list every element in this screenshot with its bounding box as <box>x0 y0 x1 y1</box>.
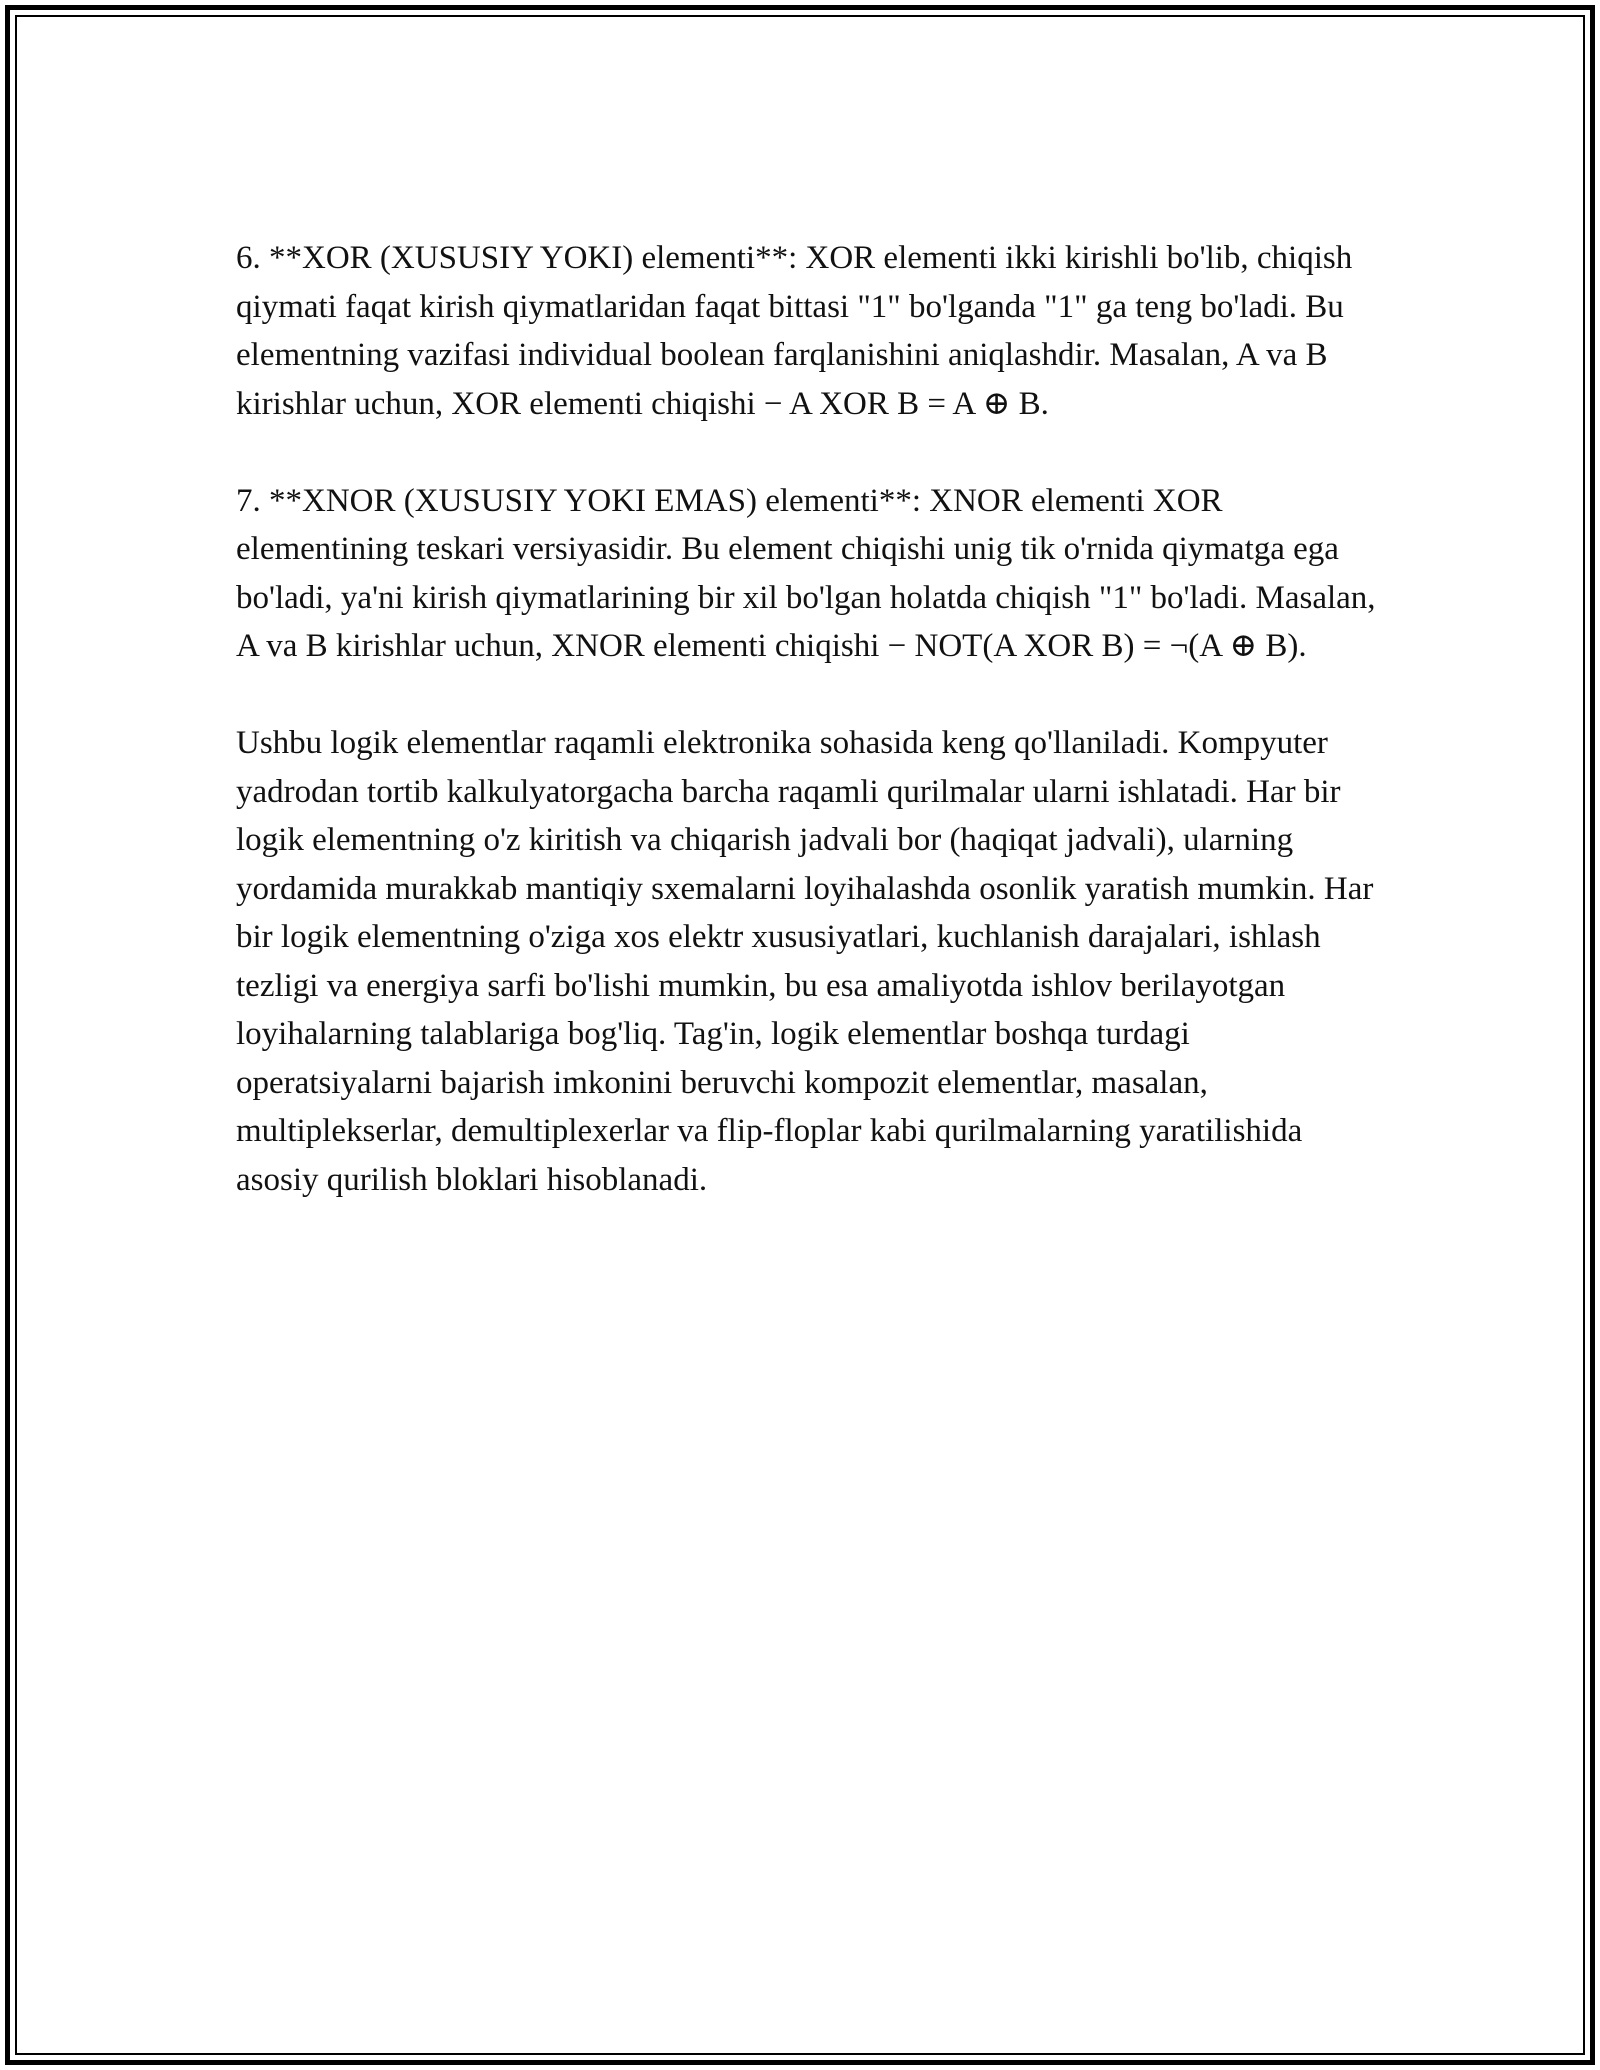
paragraph-xor-element: 6. **XOR (XUSUSIY YOKI) elementi**: XOR elementi ikki kirishli bo'lib, chiqish qiymati faqat kirish qiymatlaridan faqat bittasi "1" bo'lganda "1" ga teng bo'ladi. Bu elementning vazifasi individual boolean farqlanishini aniqlashdir. Masalan, A va B kirishlar uchun, XOR elementi chiqishi − A XOR B = A ⊕ B. <box>236 240 1353 422</box>
paragraph-xnor-element: 7. **XNOR (XUSUSIY YOKI EMAS) elementi**: XNOR elementi XOR elementining teskari versiyasidir. Bu element chiqishi unig tik o'rnida qiymatga ega bo'ladi, ya'ni kirish qiymatlarining bir xil bo'lgan holatda chiqish "1" bo'ladi. Masalan, A va B kirishlar uchun, XNOR elementi chiqishi − NOT(A XOR B) = ¬(A ⊕ B). <box>236 482 1376 664</box>
paragraph-logic-elements-usage: Ushbu logik elementlar raqamli elektronika sohasida keng qo'llaniladi. Kompyuter yadrodan tortib kalkulyatorgacha barcha raqamli qurilmalar ularni ishlatadi. Har bir logik elementning o'z kiritish va chiqarish jadvali bor (haqiqat jadvali), ularning yordamida murakkab mantiqiy sxemalarni loyihalashda osonlik yaratish mumkin. Har bir logik elementning o'ziga xos elektr xususiyatlari, kuchlanish darajalari, ishlash tezligi va energiya sarfi bo'lishi mumkin, bu esa amaliyotda ishlov berilayotgan loyihalarning talablariga bog'liq. Tag'in, logik elementlar boshqa turdagi operatsiyalarni bajarish imkonini beruvchi kompozit elementlar, masalan, multiplekserlar, demultiplexerlar va flip-floplar kabi qurilmalarning yaratilishida asosiy qurilish bloklari hisoblanadi. <box>236 725 1374 1198</box>
document-body <box>236 234 1386 1204</box>
